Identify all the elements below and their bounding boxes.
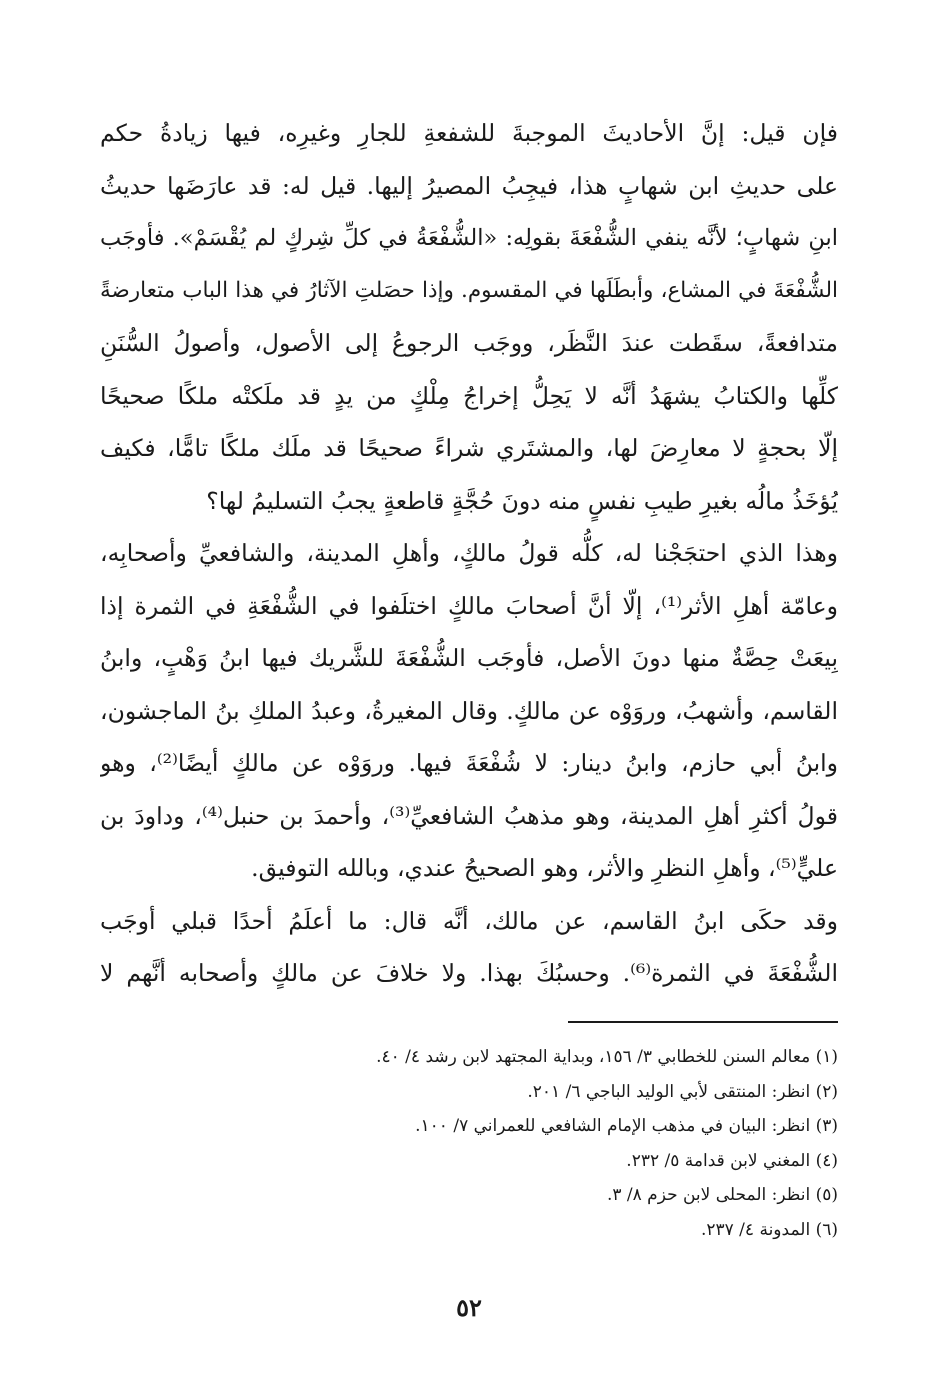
text-line: متدافعةً، سقَطت عندَ النَّظَر، ووجَب الرجوعُ إلى الأصول، وأصولُ السُّنَنِ bbox=[100, 329, 838, 357]
text-line: الشُّفْعَةَ في المشاع، وأبطَلَها في المقسوم. وإذا حصَلتِ الآثارُ في هذا الباب متعارضةً bbox=[100, 277, 838, 303]
footnote: (٣) انظر: البيان في مذهب الإمام الشافعي للعمراني ٧/ ١٠٠. bbox=[415, 1116, 838, 1136]
text-line: يُؤخَذُ مالُه بغيرِ طيبِ نفسٍ منه دونَ حُجَّةٍ قاطعةٍ يجبُ التسليمُ لها؟ bbox=[206, 486, 838, 515]
footnote: (٦) المدونة ٤/ ٢٣٧. bbox=[700, 1219, 838, 1240]
footnote: (١) معالم السنن للخطابي ٣/ ١٥٦، وبداية المجتهد لابن رشد ٤/ ٤٠. bbox=[376, 1047, 838, 1067]
text-line: قولُ أكثرِ أهلِ المدينة، وهو مذهبُ الشافعيِّ⁽³⁾، وأحمدَ بن حنبل⁽⁴⁾، وداودَ بن bbox=[100, 801, 838, 830]
text-line: ابنِ شهابٍ؛ لأنَّه ينفي الشُّفْعَةَ بقولِه: «الشُّفْعَةُ في كلِّ شِركٍ لم يُقْسَمْ». فأوجَب bbox=[100, 225, 838, 251]
text-line: وعامّة أهلِ الأثر⁽¹⁾، إلّا أنَّ أصحابَ مالكٍ اختلَفوا في الشُّفْعَةِ في الثمرة إذا bbox=[100, 591, 838, 620]
footnote: (٥) انظر: المحلى لابن حزم ٨/ ٣. bbox=[606, 1185, 838, 1205]
text-line: على حديثِ ابن شهابٍ هذا، فيجِبُ المصيرُ إليها. قيل له: قد عارَضَها حديثُ bbox=[100, 171, 838, 200]
footnote: (٤) المغني لابن قدامة ٥/ ٢٣٢. bbox=[626, 1150, 838, 1171]
footnote: (٢) انظر: المنتقى لأبي الوليد الباجي ٦/ ٢٠١. bbox=[527, 1081, 838, 1102]
text-line: كلِّها والكتابُ يشهَدُ أنَّه لا يَحِلُّ إخراجُ مِلْكٍ من يدٍ قد ملَكتْه ملكًا صحيحًا bbox=[100, 381, 838, 410]
footnote-separator bbox=[568, 1021, 838, 1023]
text-line: فإن قيل: إنَّ الأحاديثَ الموجبةَ للشفعةِ للجارِ وغيرِه، فيها زيادةُ حكم bbox=[100, 119, 838, 147]
main-text-block bbox=[100, 107, 838, 1000]
footnotes-block bbox=[100, 1040, 838, 1247]
page-number: ٥٢ bbox=[456, 1293, 482, 1322]
text-line: إلّا بحجةٍ لا معارِضَ لها، والمشتَري شراءً صحيحًا قد ملَك ملكًا تامًّا، فكيف bbox=[100, 434, 838, 462]
text-line: عليٍّ⁽⁵⁾، وأهلِ النظرِ والأثر، وهو الصحيحُ عندي، وبالله التوفيق. bbox=[251, 854, 838, 882]
text-line: بِيعَتْ حِصَّةٌ منها دونَ الأصل، فأوجَب الشُّفْعَةَ للشَّريك فيها ابنُ وَهْبٍ، وابنُ bbox=[100, 644, 838, 672]
text-line: الشُّفْعَةَ في الثمرة⁽⁶⁾. وحسبُكَ بهذا. ولا خلافَ عن مالكٍ وأصحابه أنَّهم لا bbox=[100, 959, 838, 987]
text-line: وهذا الذي احتجَجْنا له، كلُّه قولُ مالكٍ، وأهلِ المدينة، والشافعيِّ وأصحابِه، bbox=[100, 539, 838, 567]
text-line: وقد حكَى ابنُ القاسم، عن مالك، أنَّه قال: ما أعلَمُ أحدًا قبلي أوجَب bbox=[100, 906, 838, 935]
text-line: وابنُ أبي حازم، وابنُ دينار: لا شُفْعَةَ فيها. وروَوْه عن مالكٍ أيضًا⁽²⁾، وهو bbox=[100, 749, 838, 777]
text-line: القاسم، وأشهبُ، وروَوْه عن مالكٍ. وقال المغيرةُ، وعبدُ الملكِ بنُ الماجشون، bbox=[100, 696, 838, 725]
